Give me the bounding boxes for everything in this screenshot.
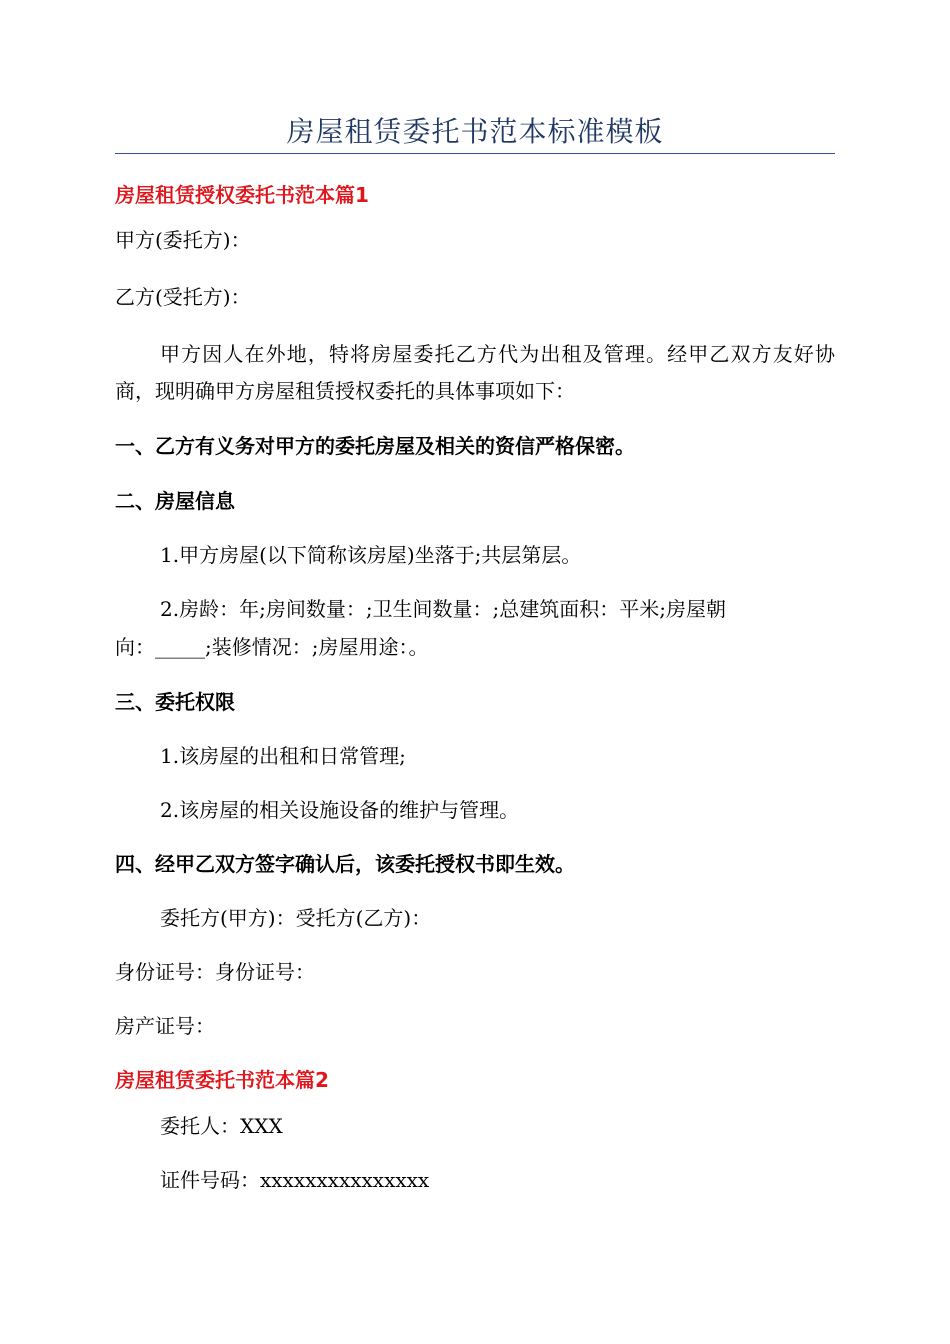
title-underline [115,153,835,154]
clause-2-item-2-line-2: 向：_____;装修情况：;房屋用途：。 [115,635,429,659]
clause-2-heading: 二、房屋信息 [115,489,235,513]
clause-3-heading: 三、委托权限 [115,690,235,714]
party-b-label: 乙方(受托方)： [115,285,251,309]
id-document-line: 证件号码：xxxxxxxxxxxxxxx [160,1168,430,1192]
clause-3-item-2: 2.该房屋的相关设施设备的维护与管理。 [160,798,520,822]
clause-2-item-1: 1.甲方房屋(以下简称该房屋)坐落于;共层第层。 [160,543,582,567]
section2-heading: 房屋租赁委托书范本篇2 [115,1068,329,1092]
clause-1: 一、乙方有义务对甲方的委托房屋及相关的资信严格保密。 [115,434,635,458]
party-a-label: 甲方(委托方)： [115,228,251,252]
clause-3-item-1: 1.该房屋的出租和日常管理; [160,744,406,768]
intro-paragraph: 甲方因人在外地，特将房屋委托乙方代为出租及管理。经甲乙双方友好协商，现明确甲方房屋租赁授权委托的具体事项如下： [115,342,835,403]
clause-2-item-2-line-1: 2.房龄：年;房间数量：;卫生间数量：;总建筑面积：平米;房屋朝 [160,597,727,621]
document-title: 房屋租赁委托书范本标准模板 [286,115,664,148]
property-cert-line: 房产证号： [115,1014,215,1038]
clause-4: 四、经甲乙双方签字确认后，该委托授权书即生效。 [115,852,575,876]
principal-line: 委托人：XXX [160,1114,283,1138]
signature-line: 委托方(甲方)：受托方(乙方)： [160,906,432,930]
section1-heading: 房屋租赁授权委托书范本篇1 [115,183,369,207]
id-number-line: 身份证号：身份证号： [115,960,315,984]
